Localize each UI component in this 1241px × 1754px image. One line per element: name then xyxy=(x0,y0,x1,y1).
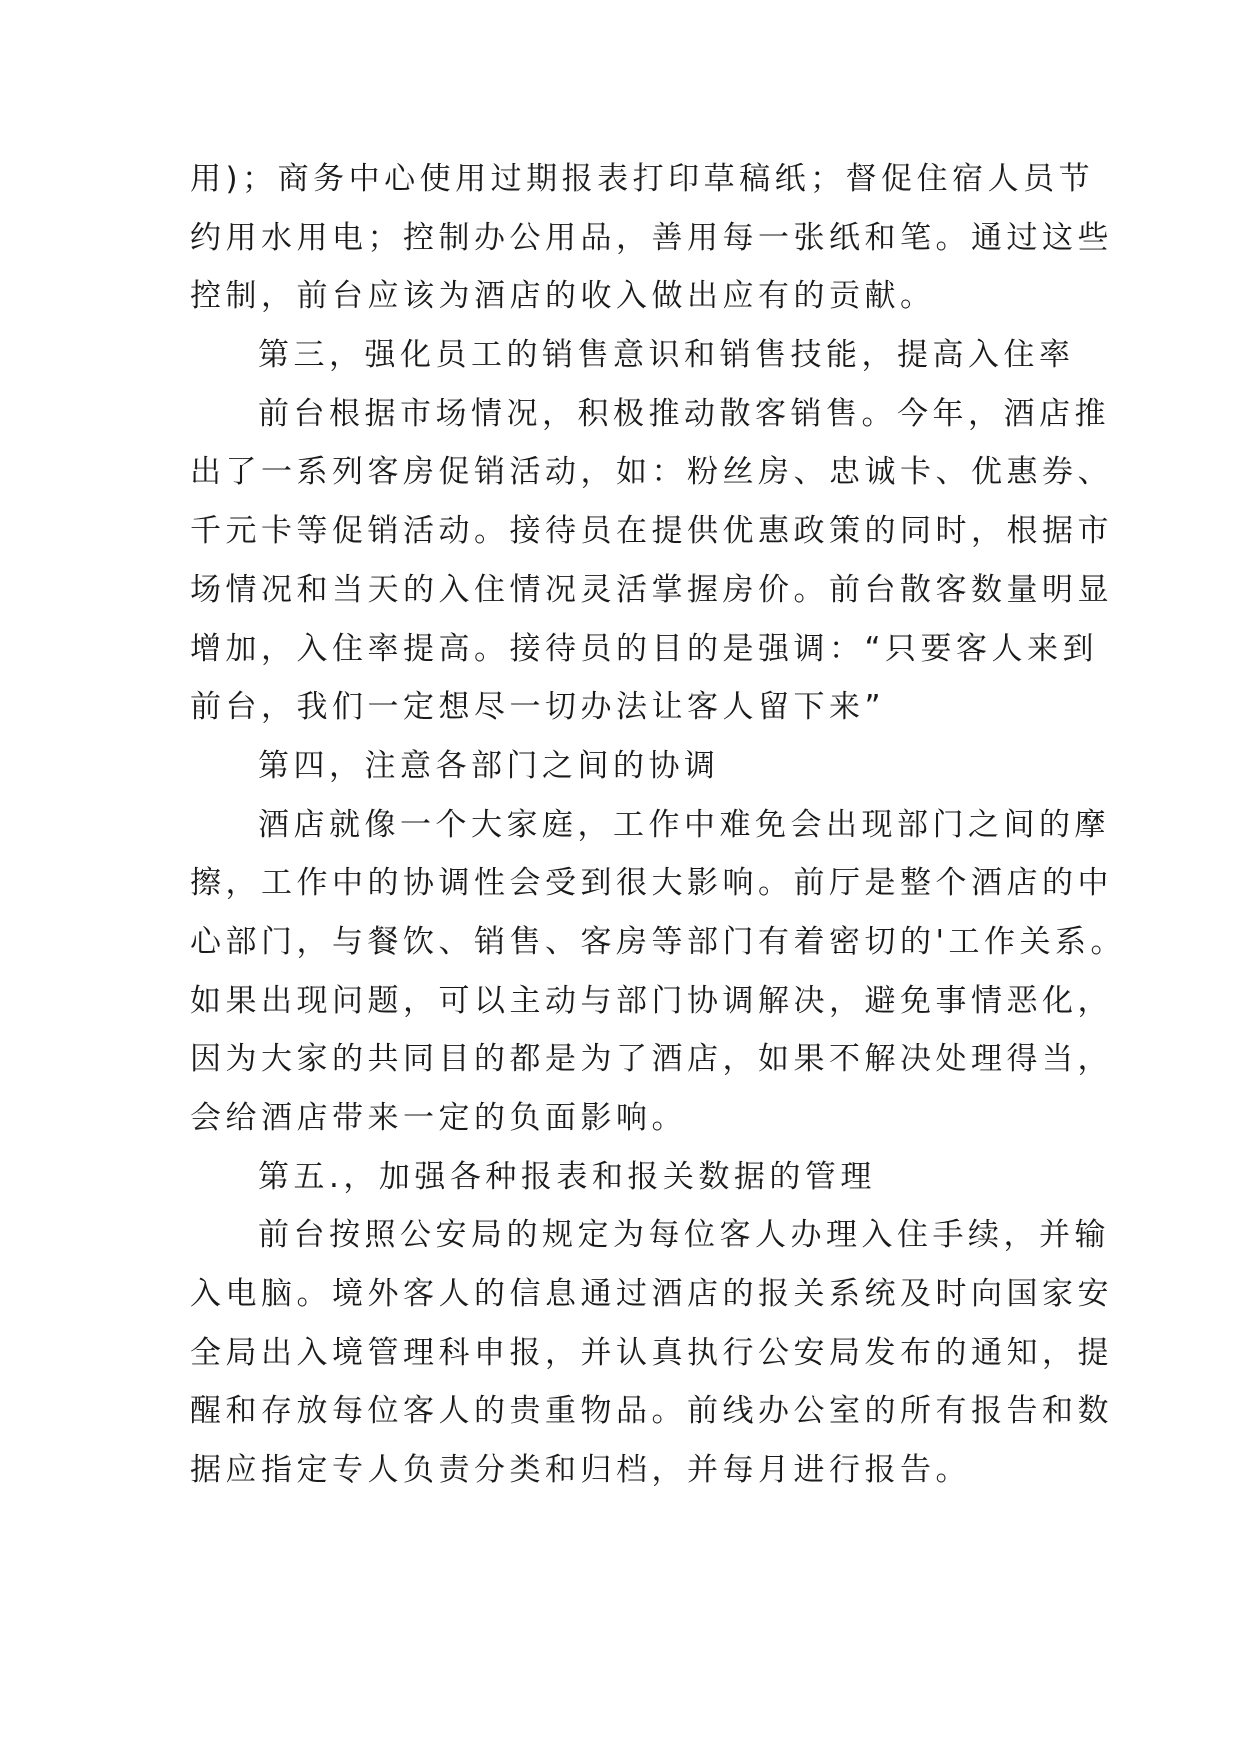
text-line: 前台，我们一定想尽一切办法让客人留下来” xyxy=(190,689,886,726)
text-line: 前台按照公安局的规定为每位客人办理入住手续，并输 xyxy=(258,1217,1110,1254)
text-line: 酒店就像一个大家庭，工作中难免会出现部门之间的摩 xyxy=(258,806,1110,843)
section-heading: 第五.，加强各种报表和报关数据的管理 xyxy=(258,1158,876,1195)
text-line: 出了一系列客房促销活动，如：粉丝房、忠诚卡、优惠券、 xyxy=(190,454,1113,491)
section-heading: 第三，强化员工的销售意识和销售技能，提高入住率 xyxy=(258,337,1075,374)
text-line: 用)；商务中心使用过期报表打印草稿纸；督促住宿人员节 xyxy=(190,161,1095,197)
text-line: 如果出现问题，可以主动与部门协调解决，避免事情恶化， xyxy=(190,982,1113,1019)
text-line: 入电脑。境外客人的信息通过酒店的报关系统及时向国家安 xyxy=(190,1276,1113,1313)
text-line: 增加，入住率提高。接待员的目的是强调：“只要客人来到 xyxy=(190,630,1099,667)
text-line: 场情况和当天的入住情况灵活掌握房价。前台散客数量明显 xyxy=(190,571,1113,608)
text-line: 千元卡等促销活动。接待员在提供优惠政策的同时，根据市 xyxy=(190,513,1113,550)
text-line: 心部门，与餐饮、销售、客房等部门有着密切的'工作关系。 xyxy=(190,923,1127,960)
text-line: 前台根据市场情况，积极推动散客销售。今年，酒店推 xyxy=(258,395,1110,432)
text-line: 全局出入境管理科申报，并认真执行公安局发布的通知，提 xyxy=(190,1334,1113,1371)
text-line: 据应指定专人负责分类和归档，并每月进行报告。 xyxy=(190,1452,971,1489)
document-page xyxy=(190,150,1127,1500)
text-line: 控制，前台应该为酒店的收入做出应有的贡献。 xyxy=(190,278,936,315)
text-line: 醒和存放每位客人的贵重物品。前线办公室的所有报告和数 xyxy=(190,1393,1113,1430)
text-line: 擦，工作中的协调性会受到很大影响。前厅是整个酒店的中 xyxy=(190,865,1113,902)
text-line: 因为大家的共同目的都是为了酒店，如果不解决处理得当， xyxy=(190,1041,1113,1078)
section-heading: 第四，注意各部门之间的协调 xyxy=(258,747,720,784)
text-line: 约用水用电；控制办公用品，善用每一张纸和笔。通过这些 xyxy=(190,219,1113,256)
text-line: 会给酒店带来一定的负面影响。 xyxy=(190,1100,687,1136)
